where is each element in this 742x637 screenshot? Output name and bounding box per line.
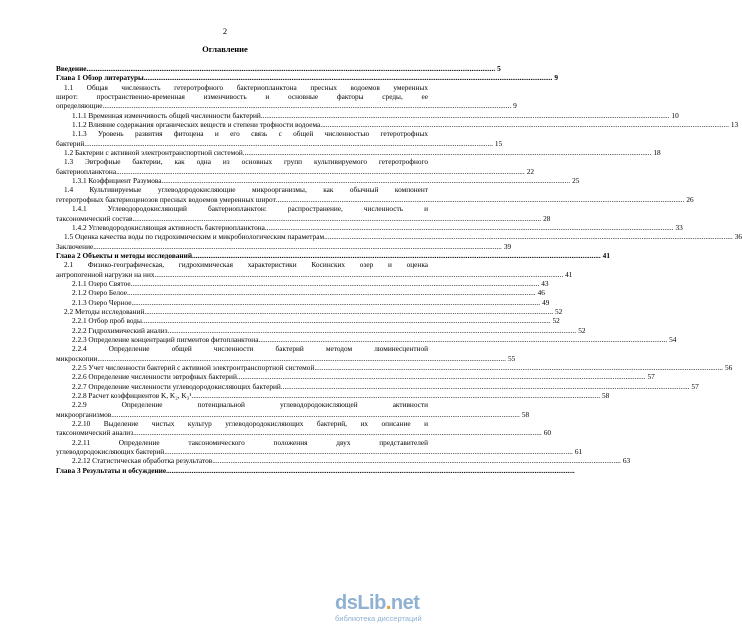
toc-entry bbox=[72, 381, 699, 391]
toc-entry bbox=[56, 344, 516, 363]
toc-entry-title-line: 2.1 Физико-географическая, гидрохимическая характеристики Косинских озер и оценка bbox=[64, 260, 428, 270]
toc-leader-dots bbox=[131, 298, 540, 307]
toc-entry-title: Введение bbox=[56, 64, 87, 73]
watermark bbox=[335, 593, 445, 623]
toc-entry-title: Глава 2 Объекты и методы исследований bbox=[56, 250, 193, 260]
toc-entry-title: 2.2.6 Определение численности эвтрофных бактерий bbox=[72, 372, 237, 382]
toc-entry-title: микроорганизмов bbox=[56, 409, 112, 419]
toc-entry-title: 2.2.1 Отбор проб воды bbox=[72, 316, 142, 326]
toc-leader-dots bbox=[144, 307, 553, 316]
toc-entry-page: 33 bbox=[675, 222, 683, 232]
toc-entry-line bbox=[72, 456, 631, 466]
toc-entry-line bbox=[72, 363, 733, 372]
toc-entry-page: 10 bbox=[671, 110, 679, 120]
toc-entry-title: определяющие bbox=[56, 101, 103, 111]
toc-entry bbox=[72, 334, 677, 344]
toc-entry-last-line bbox=[56, 447, 583, 457]
toc-entry-page: 57 bbox=[691, 381, 699, 391]
toc-entry-page: 18 bbox=[653, 148, 661, 158]
toc-entry-title: Заключение bbox=[56, 241, 94, 251]
toc-entry-title-line: широт: пространственно-временная изменчивость и основные факторы среды, ее bbox=[56, 92, 428, 102]
toc-entry-page: 55 bbox=[507, 353, 516, 363]
toc-leader-dots bbox=[281, 382, 690, 391]
toc-entry-last-line bbox=[56, 166, 534, 176]
toc-entry bbox=[72, 316, 560, 326]
toc-entry-title: углеводородокисляющих бактерий bbox=[56, 447, 165, 457]
toc-entry-page: 28 bbox=[543, 213, 551, 223]
toc-entry-page: 43 bbox=[541, 278, 549, 288]
toc-entry-line bbox=[72, 334, 677, 344]
toc-entry-title: 1.3.1 Коэффициент Разумова bbox=[72, 176, 162, 186]
toc-entry-title: бактерий bbox=[56, 138, 85, 148]
toc-leader-dots bbox=[111, 410, 520, 419]
toc-entry-line bbox=[72, 391, 610, 401]
toc-entry-page: 49 bbox=[542, 297, 550, 307]
toc-entry-last-line bbox=[56, 269, 573, 279]
toc-entry-title: 2.1.3 Озеро Черное bbox=[72, 297, 132, 307]
toc-entry bbox=[56, 82, 517, 111]
toc-entry bbox=[56, 64, 501, 73]
toc-entry-last-line bbox=[56, 194, 694, 204]
toc-entry-page: 63 bbox=[622, 456, 631, 466]
toc-leader-dots bbox=[164, 447, 573, 456]
toc-leader-dots bbox=[192, 251, 601, 260]
toc-title: Оглавление bbox=[202, 44, 248, 54]
toc-entry-last-line bbox=[56, 428, 552, 438]
toc-entry-page: 60 bbox=[543, 428, 552, 438]
table-of-contents bbox=[56, 64, 742, 475]
toc-leader-dots bbox=[324, 232, 733, 241]
toc-leader-dots bbox=[212, 456, 621, 465]
toc-leader-dots bbox=[144, 73, 553, 82]
toc-leader-dots bbox=[237, 372, 646, 381]
toc-leader-dots bbox=[127, 288, 536, 297]
toc-entry-title: 1.1.2 Влияние содержания органических веществ и степени трофности водоема bbox=[72, 120, 321, 130]
toc-entry-line bbox=[72, 297, 550, 307]
toc-entry bbox=[56, 419, 552, 438]
toc-leader-dots bbox=[168, 326, 577, 335]
toc-entry-title-line: 1.1 Общая численность гетеротрофного бактериопланктона пресных водоемов умеренных bbox=[64, 82, 428, 92]
toc-entry-line bbox=[72, 222, 683, 232]
toc-entry-page: 58 bbox=[521, 409, 530, 419]
toc-entry-page: 36 bbox=[734, 232, 742, 242]
toc-entry bbox=[56, 129, 503, 148]
toc-leader-dots bbox=[261, 111, 670, 120]
toc-entry-title: 1.4.2 Углеводородокисляющая активность бактериопланктона bbox=[72, 222, 265, 232]
toc-entry-page: 22 bbox=[526, 166, 534, 176]
toc-leader-dots bbox=[84, 139, 493, 148]
toc-entry-title-line: 2.2.11 Определение таксономического положения двух представителей bbox=[72, 437, 428, 447]
toc-entry bbox=[72, 391, 610, 401]
watermark-subtitle: библиотека диссертаций bbox=[335, 614, 422, 623]
toc-leader-dots bbox=[161, 176, 570, 185]
toc-entry-last-line bbox=[56, 213, 551, 223]
toc-leader-dots bbox=[314, 363, 723, 372]
toc-entry-title: 2.2.2 Гидрохимический анализ bbox=[72, 325, 168, 335]
toc-leader-dots bbox=[155, 270, 564, 279]
toc-entry-page: 15 bbox=[494, 138, 503, 148]
toc-entry-line bbox=[72, 381, 699, 391]
toc-entry bbox=[72, 120, 739, 130]
toc-entry-title-line: 2.2.4 Определение общей численности бактерий методом люминесцентной bbox=[72, 344, 428, 354]
toc-leader-dots bbox=[320, 120, 729, 129]
toc-leader-dots bbox=[276, 195, 685, 204]
toc-entry bbox=[64, 306, 563, 316]
toc-entry bbox=[56, 260, 573, 279]
toc-entry-title-line: 1.4.1 Углеводородокисляющий бактериопланктон: распространение, численность и bbox=[72, 204, 428, 214]
toc-entry-page: 46 bbox=[537, 288, 545, 298]
toc-entry-title: Глава 3 Результаты и обсуждение bbox=[56, 465, 167, 475]
toc-entry-line bbox=[56, 466, 428, 475]
toc-entry-line bbox=[72, 288, 545, 298]
toc-entry-page: 39 bbox=[503, 241, 512, 251]
toc-entry-title: 2.2.3 Определение концентраций пигментов фитопланктона bbox=[72, 334, 259, 344]
toc-entry-title: 2.2.7 Определение численности углеводородокисляющих бактерий bbox=[72, 381, 281, 391]
toc-entry-line bbox=[72, 120, 739, 130]
toc-leader-dots bbox=[116, 167, 525, 176]
toc-entry-line bbox=[64, 306, 563, 316]
toc-entry-title: Глава 1 Обзор литературы bbox=[56, 73, 144, 83]
toc-leader-dots bbox=[265, 223, 674, 232]
toc-entry-line bbox=[72, 316, 560, 326]
toc-entry bbox=[56, 241, 512, 251]
toc-leader-dots bbox=[166, 466, 575, 475]
toc-entry-line bbox=[72, 110, 679, 120]
toc-entry-page: 25 bbox=[572, 176, 580, 186]
toc-entry-title: бактериопланктона bbox=[56, 166, 117, 176]
toc-leader-dots bbox=[132, 214, 541, 223]
toc-entry-line bbox=[72, 372, 655, 382]
toc-entry bbox=[56, 157, 534, 176]
toc-entry-page: 26 bbox=[686, 194, 694, 204]
toc-entry-title: таксономический анализ bbox=[56, 428, 134, 438]
toc-entry-line bbox=[72, 278, 549, 288]
toc-entry-line bbox=[72, 176, 580, 186]
toc-entry-title: антропогенной нагрузки на них bbox=[56, 269, 155, 279]
toc-entry-page: 9 bbox=[513, 101, 517, 111]
toc-entry bbox=[72, 297, 550, 307]
toc-entry-title: 2.2 Методы исследований bbox=[64, 306, 145, 316]
toc-leader-dots bbox=[191, 391, 600, 400]
toc-entry-title: 1.2 Бактерии с активной электронтранспортной системой bbox=[64, 148, 243, 158]
toc-entry-title: 2.2.5 Учет численности бактерий с активной электронтранспортной системой bbox=[72, 363, 315, 372]
toc-entry-page: 52 bbox=[552, 316, 560, 326]
toc-entry-line bbox=[64, 148, 661, 158]
toc-entry-last-line bbox=[56, 353, 516, 363]
toc-entry-page: 41 bbox=[602, 250, 610, 260]
toc-entry bbox=[56, 73, 559, 83]
toc-entry-page: 41 bbox=[565, 269, 573, 279]
toc-entry-line bbox=[56, 73, 559, 83]
toc-entry bbox=[72, 372, 655, 382]
toc-entry-title: микроскопии bbox=[56, 353, 98, 363]
toc-entry-page: 13 bbox=[730, 120, 739, 130]
toc-entry-title: 2.2.12 Статистическая обработка результатов bbox=[72, 456, 213, 466]
toc-entry-line bbox=[64, 232, 742, 242]
toc-entry-page: 9 bbox=[554, 73, 559, 83]
toc-entry bbox=[72, 288, 545, 298]
toc-leader-dots bbox=[103, 101, 512, 110]
page-number: 2 bbox=[222, 26, 228, 36]
toc-entry-line bbox=[56, 250, 610, 260]
toc-entry-last-line bbox=[56, 138, 503, 148]
toc-entry-title: таксономический состав bbox=[56, 213, 133, 223]
toc-entry-page: 58 bbox=[602, 391, 610, 401]
toc-entry bbox=[72, 363, 733, 372]
toc-entry-title: гетеротрофных бактериоценозов пресных водоемов умеренных широт bbox=[56, 194, 276, 204]
toc-entry-page: 5 bbox=[497, 64, 501, 73]
toc-entry bbox=[56, 204, 551, 223]
dslib-logo: dsLib.net bbox=[335, 592, 420, 614]
toc-entry bbox=[56, 437, 583, 457]
toc-entry bbox=[72, 278, 549, 288]
toc-leader-dots bbox=[93, 242, 502, 251]
toc-entry-title-line: 2.2.9 Определение потенциальной углеводородокисляющей активности bbox=[72, 400, 428, 410]
toc-entry-title-line: 1.4 Культивируемые углеводородокисляющие микроорганизмы, как обычный компонент bbox=[64, 185, 428, 195]
toc-entry bbox=[72, 110, 679, 120]
toc-leader-dots bbox=[142, 316, 551, 325]
toc-entry-page: 54 bbox=[669, 334, 677, 344]
toc-entry-line bbox=[72, 325, 586, 335]
toc-entry bbox=[72, 325, 586, 335]
toc-entry bbox=[64, 148, 661, 158]
toc-entry bbox=[72, 222, 683, 232]
toc-entry-title: 1.1.1 Временная изменчивость общей численности бактерий bbox=[72, 110, 261, 120]
toc-entry-page: 52 bbox=[578, 325, 586, 335]
toc-entry-page: 61 bbox=[574, 447, 583, 457]
toc-leader-dots bbox=[243, 148, 652, 157]
toc-entry-title: 2.1.2 Озеро Белое bbox=[72, 288, 127, 298]
toc-entry bbox=[56, 250, 610, 260]
toc-entry bbox=[56, 400, 530, 419]
toc-entry-title-line: 1.3 Эвтрофные бактерии, как одна из основных групп культивируемого гетеротрофного bbox=[64, 157, 428, 167]
toc-entry-last-line bbox=[56, 101, 517, 111]
toc-entry-last-line bbox=[56, 409, 530, 419]
toc-entry-page: 57 bbox=[647, 372, 655, 382]
toc-leader-dots bbox=[87, 64, 496, 73]
toc-leader-dots bbox=[258, 335, 667, 344]
toc-entry-title: 2.1.1 Озеро Святое bbox=[72, 278, 131, 288]
toc-leader-dots bbox=[131, 279, 540, 288]
toc-entry-title: 1.5 Оценка качества воды по гидрохимическим и микробиологическим параметрам bbox=[64, 232, 325, 242]
toc-entry bbox=[64, 232, 742, 242]
toc-entry-title-line: 1.1.3 Уровень развития фитоцена и его связь с общей численностью гетеротрофных bbox=[72, 129, 428, 139]
toc-entry bbox=[56, 466, 428, 475]
toc-leader-dots bbox=[133, 428, 542, 437]
toc-entry bbox=[72, 176, 580, 186]
toc-entry bbox=[56, 185, 694, 204]
toc-entry-page: 56 bbox=[724, 363, 733, 372]
toc-entry-title: 2.2.8 Расчет коэффициентов K, K₂, K₃¹ bbox=[72, 391, 192, 401]
toc-entry-line bbox=[56, 64, 501, 73]
toc-leader-dots bbox=[97, 354, 506, 363]
toc-entry-title-line: 2.2.10 Выделение чистых культур углеводородокисляющих бактерий, их описание и bbox=[72, 419, 428, 429]
toc-entry bbox=[72, 456, 631, 466]
toc-entry-line bbox=[56, 241, 512, 251]
toc-entry-page: 52 bbox=[555, 306, 563, 316]
